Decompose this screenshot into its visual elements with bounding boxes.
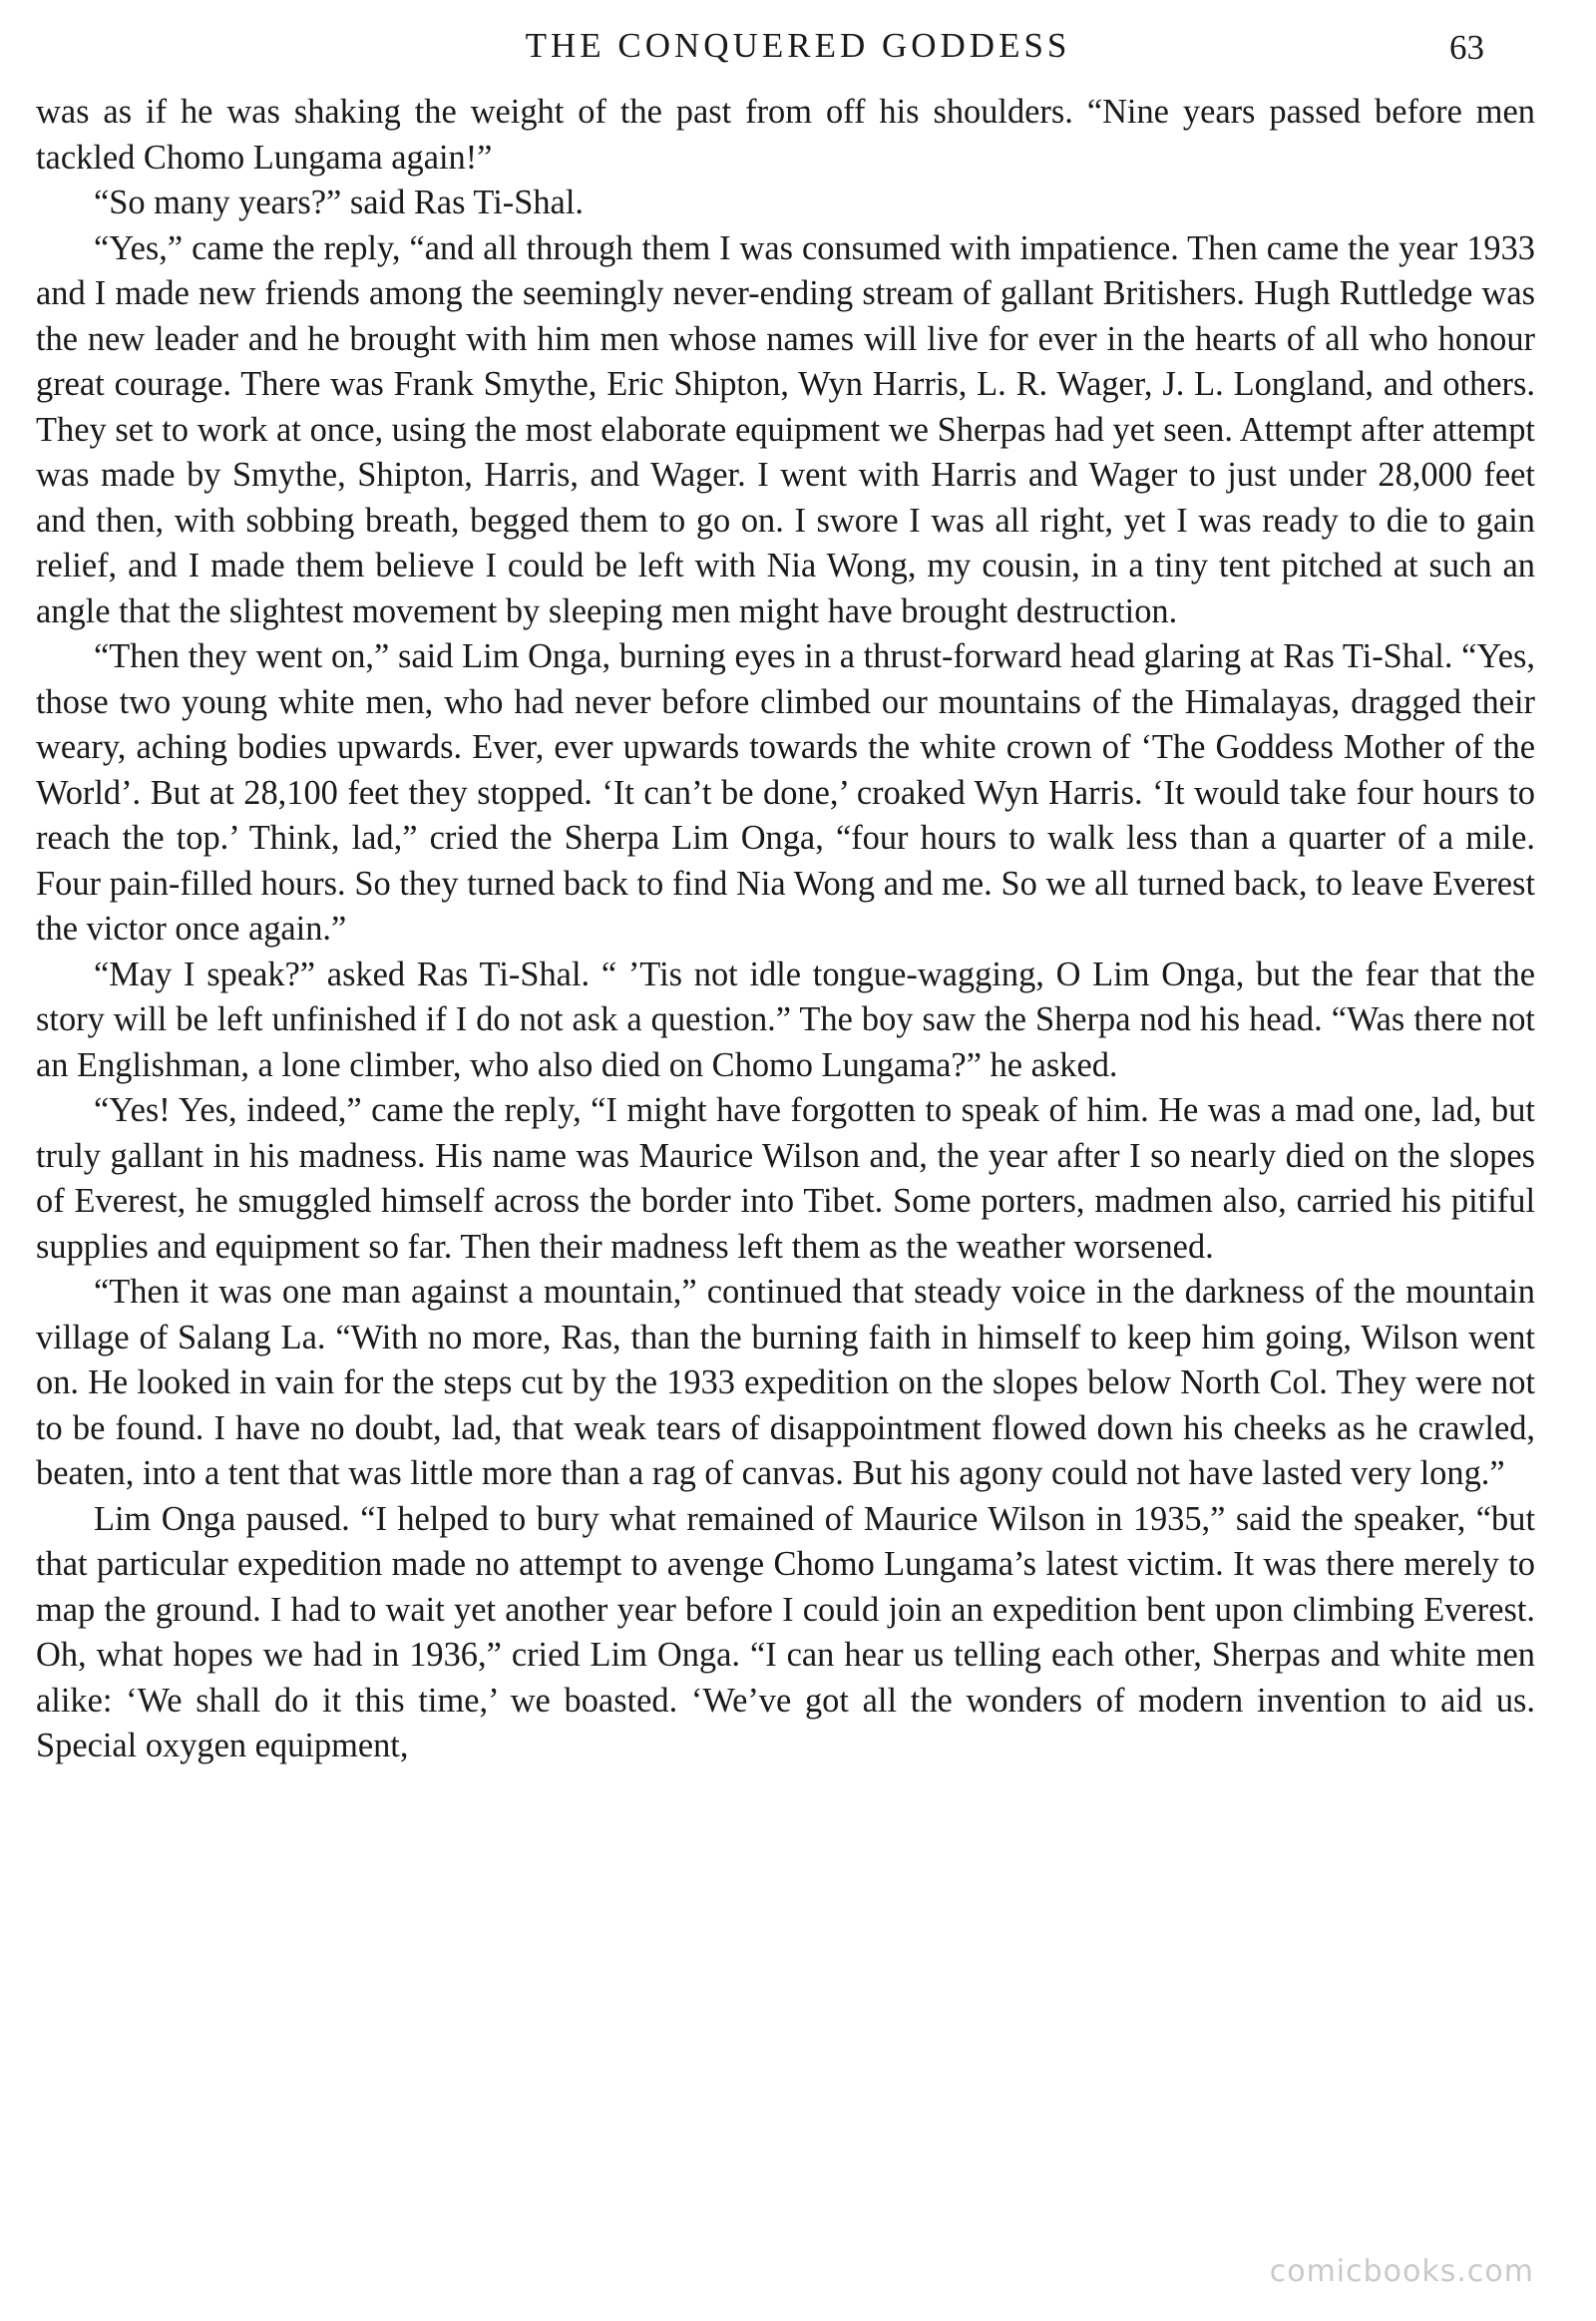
paragraph: “Then it was one man against a mountain,” continued that steady voice in the darkness of the mountain village of Salang La. “With no more, Ras, than the burning faith in himself to keep him going, Wilson went on. He looked in vain for the steps cut by the 1933 expedition on the slopes below North Col. They were not to be found. I have no doubt, lad, that weak tears of disappointment flowed down his cheeks as he crawled, beaten, into a tent that was little more than a rag of canvas. But his agony could not have lasted very long.”	[36, 1273, 1535, 1492]
paragraph: “Yes,” came the reply, “and all through them I was consumed with impatience. Then came the year 1933 and I made new friends among the seemingly never-ending stream of gallant Britishers. Hugh Ruttledge was the new leader and he brought with him men whose names will live for ever in the hearts of all who honour great courage. There was Frank Smythe, Eric Shipton, Wyn Harris, L. R. Wager, J. L. Longland, and others. They set to work at once, using the most elaborate equipment we Sherpas had yet seen. Attempt after attempt was made by Smythe, Shipton, Harris, and Wager. I went with Harris and Wager to just under 28,000 feet and then, with sobbing breath, begged them to go on. I swore I was all right, yet I was ready to die to gain relief, and I made them believe I could be left with Nia Wong, my cousin, in a tiny tent pitched at such an angle that the slightest movement by sleeping men might have brought destruction.	[36, 228, 1535, 630]
paragraph: “Yes! Yes, indeed,” came the reply, “I might have forgotten to speak of him. He was a mad one, lad, but truly gallant in his madness. His name was Maurice Wilson and, the year after I so nearly died on the slopes of Everest, he smuggled himself across the border into Tibet. Some porters, madmen also, carried his pitiful supplies and equipment so far. Then their madness left them as the weather worsened.	[36, 1091, 1535, 1266]
running-title: THE CONQUERED GODDESS	[525, 26, 1071, 65]
paragraph: “Then they went on,” said Lim Onga, burning eyes in a thrust-forward head glaring at Ras Ti-Shal. “Yes, those two young white men, who had never before climbed our mountains of the Himalayas, dragged their weary, aching bodies upwards. Ever, ever upwards towards the white crown of ‘The Goddess Mother of the World’. But at 28,100 feet they stopped. ‘It can’t be done,’ croaked Wyn Harris. ‘It would take four hours to reach the top.’ Think, lad,” cried the Sherpa Lim Onga, “four hours to walk less than a quarter of a mile. Four pain-filled hours. So they turned back to find Nia Wong and me. So we all turned back, to leave Everest the victor once again.”	[36, 637, 1535, 948]
paragraph: “May I speak?” asked Ras Ti-Shal. “ ’Tis not idle tongue-wagging, O Lim Onga, but the fear that the story will be left unfinished if I do not ask a question.” The boy saw the Sherpa nod his head. “Was there not an Englishman, a lone climber, who also died on Chomo Lungama?” he asked.	[36, 955, 1535, 1084]
page-number: 63	[1449, 28, 1484, 67]
body-text	[36, 90, 1535, 1769]
paragraph: “So many years?” said Ras Ti-Shal.	[94, 184, 584, 221]
running-head	[40, 24, 1556, 68]
paragraph: was as if he was shaking the weight of the past from off his shoulders. “Nine years passed before men tackled Chomo Lungama again!”	[36, 93, 1535, 177]
paragraph: Lim Onga paused. “I helped to bury what remained of Maurice Wilson in 1935,” said the speaker, “but that particular expedition made no attempt to avenge Chomo Lungama’s latest victim. It was there merely to map the ground. I had to wait yet another year before I could join an expedition bent upon climbing Everest. Oh, what hopes we had in 1936,” cried Lim Onga. “I can hear us telling each other, Sherpas and white men alike: ‘We shall do it this time,’ we boasted. ‘We’ve got all the wonders of modern invention to aid us. Special oxygen equipment,	[36, 1499, 1535, 1764]
watermark: comicbooks.com	[1269, 2254, 1534, 2289]
